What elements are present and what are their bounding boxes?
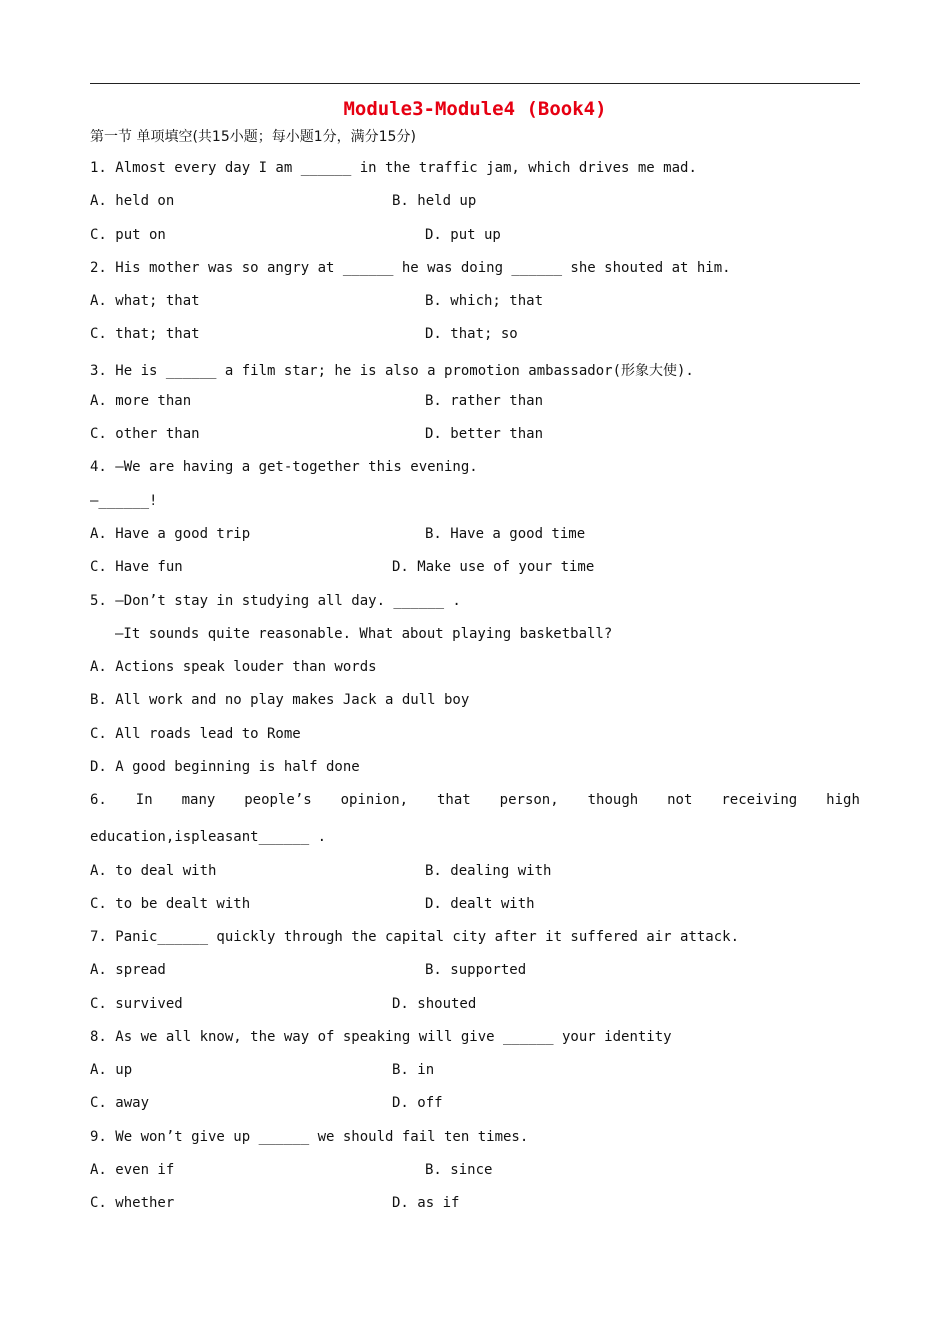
question-3-option-a[interactable]: A. more than [90, 393, 192, 409]
question-8-option-d[interactable]: D. off [392, 1095, 443, 1111]
question-6-word: opinion, [340, 792, 409, 808]
question-7-stem: 7. Panic______ quickly through the capital city after it suffered air attack. [90, 929, 740, 945]
question-9-option-d[interactable]: D. as if [392, 1195, 460, 1211]
question-7-option-c[interactable]: C. survived [90, 996, 183, 1012]
question-4-stem: 4. —We are having a get-together this evening. [90, 459, 478, 475]
question-4-option-a[interactable]: A. Have a good trip [90, 526, 251, 542]
top-rule [90, 83, 860, 84]
question-6-word: though [587, 792, 639, 808]
question-5-option-a[interactable]: A. Actions speak louder than words [90, 659, 377, 675]
question-7-option-a[interactable]: A. spread [90, 962, 166, 978]
question-6-option-b[interactable]: B. dealing with [425, 863, 552, 879]
section-heading: 第一节 单项填空(共15小题；每小题1分，满分15分) [90, 129, 416, 145]
question-6-stem-continued: education,ispleasant______ . [90, 829, 327, 845]
question-4-option-b[interactable]: B. Have a good time [425, 526, 586, 542]
question-5-option-b[interactable]: B. All work and no play makes Jack a dull boy [90, 692, 470, 708]
question-9-option-b[interactable]: B. since [425, 1162, 493, 1178]
question-8-option-c[interactable]: C. away [90, 1095, 150, 1111]
question-9-stem: 9. We won’t give up ______ we should fail ten times. [90, 1129, 529, 1145]
question-8-stem: 8. As we all know, the way of speaking will give ______ your identity [90, 1029, 672, 1045]
question-6-word: high [826, 792, 860, 808]
question-8-option-a[interactable]: A. up [90, 1062, 133, 1078]
question-5-stem: 5. —Don’t stay in studying all day. ______ . [90, 593, 461, 609]
question-6-word: that [437, 792, 471, 808]
question-9-option-c[interactable]: C. whether [90, 1195, 175, 1211]
question-8-option-b[interactable]: B. in [392, 1062, 435, 1078]
question-6-word: people’s [244, 792, 312, 808]
question-7-option-b[interactable]: B. supported [425, 962, 527, 978]
question-1-option-c[interactable]: C. put on [90, 227, 166, 243]
question-1-option-d[interactable]: D. put up [425, 227, 501, 243]
question-5-reply: —It sounds quite reasonable. What about playing basketball? [115, 626, 613, 642]
question-3-option-c[interactable]: C. other than [90, 426, 200, 442]
question-4-option-c[interactable]: C. Have fun [90, 559, 183, 575]
question-6-word: person, [499, 792, 559, 808]
question-6-word: In [135, 792, 153, 808]
question-1-option-b[interactable]: B. held up [392, 193, 477, 209]
question-6-stem [90, 792, 860, 808]
page-title: Module3-Module4 (Book4) [343, 98, 607, 120]
question-3-option-d[interactable]: D. better than [425, 426, 544, 442]
question-7-option-d[interactable]: D. shouted [392, 996, 477, 1012]
question-6-word: not [667, 792, 693, 808]
question-2-option-b[interactable]: B. which; that [425, 293, 544, 309]
question-2-stem: 2. His mother was so angry at ______ he was doing ______ she shouted at him. [90, 260, 731, 276]
question-3-stem: 3. He is ______ a film star; he is also a promotion ambassador(形象大使). [90, 363, 694, 379]
question-4-reply: —______! [90, 493, 158, 509]
question-1-option-a[interactable]: A. held on [90, 193, 175, 209]
question-9-option-a[interactable]: A. even if [90, 1162, 175, 1178]
question-3-option-b[interactable]: B. rather than [425, 393, 544, 409]
question-1-stem: 1. Almost every day I am ______ in the traffic jam, which drives me mad. [90, 160, 697, 176]
question-6-word: many [181, 792, 216, 808]
question-2-option-c[interactable]: C. that; that [90, 326, 200, 342]
question-5-option-c[interactable]: C. All roads lead to Rome [90, 726, 301, 742]
question-6-option-c[interactable]: C. to be dealt with [90, 896, 251, 912]
question-2-option-d[interactable]: D. that; so [425, 326, 518, 342]
question-4-option-d[interactable]: D. Make use of your time [392, 559, 595, 575]
question-5-option-d[interactable]: D. A good beginning is half done [90, 759, 360, 775]
question-6-word: 6. [90, 792, 107, 808]
question-6-option-d[interactable]: D. dealt with [425, 896, 535, 912]
question-2-option-a[interactable]: A. what; that [90, 293, 200, 309]
question-6-word: receiving [721, 792, 798, 808]
question-6-option-a[interactable]: A. to deal with [90, 863, 217, 879]
